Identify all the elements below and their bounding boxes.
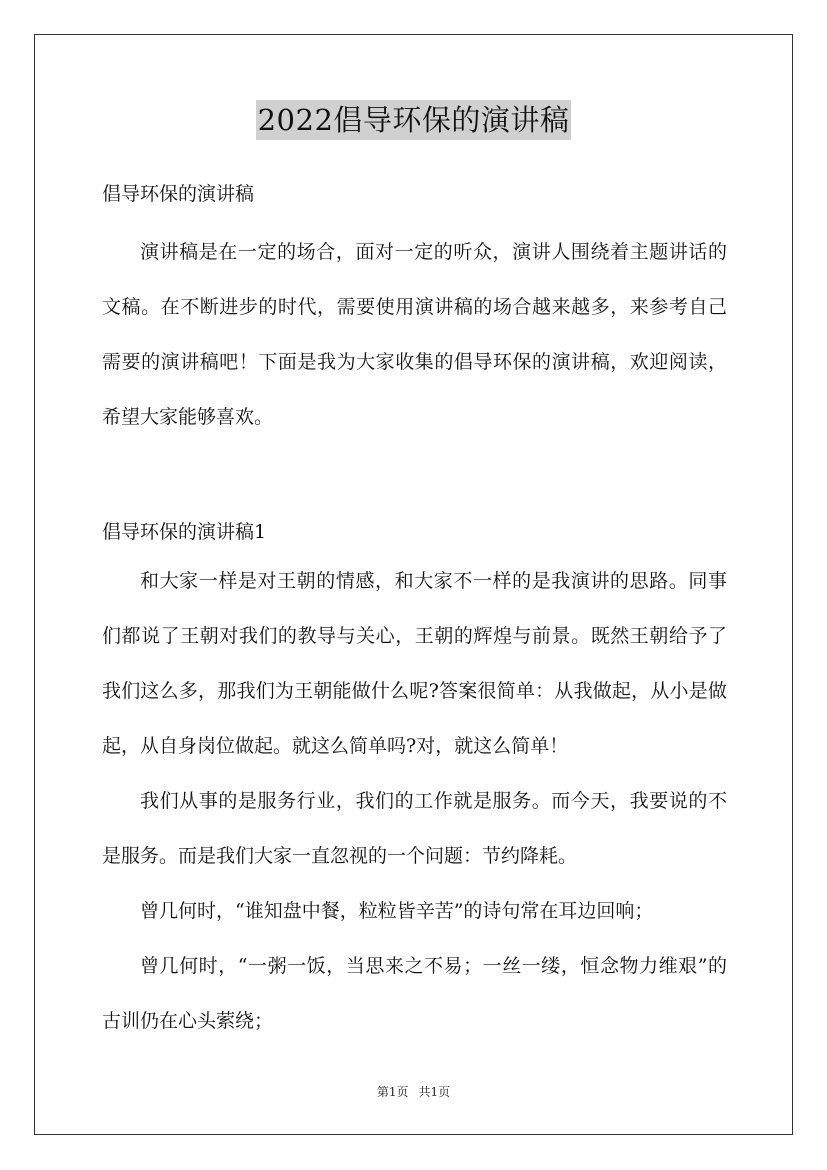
page-total: 共1页 [418, 1085, 451, 1099]
intro-paragraph: 演讲稿是在一定的场合，面对一定的听众，演讲人围绕着主题讲话的文稿。在不断进步的时代，需要使用演讲稿的场合越来越多，来参考自己需要的演讲稿吧！下面是我为大家收集的倡导环保的演讲稿，欢迎阅读，希望大家能够喜欢。 [102, 241, 727, 428]
section-heading-intro: 倡导环保的演讲稿 [102, 183, 255, 205]
body-paragraph: 我们从事的是服务行业，我们的工作就是服务。而今天，我要说的不是服务。而是我们大家一直忽视的一个问题：节约降耗。 [102, 790, 727, 867]
body-paragraph: 和大家一样是对王朝的情感，和大家不一样的是我演讲的思路。同事们都说了王朝对我们的教导与关心，王朝的辉煌与前景。既然王朝给予了我们这么多，那我们为王朝能做什么呢?答案很简单：从我做起，从小是做起，从自身岗位做起。就这么简单吗?对，就这么简单！ [102, 570, 727, 757]
body-paragraph: 曾几何时，“谁知盘中餐，粒粒皆辛苦”的诗句常在耳边回响； [140, 900, 654, 922]
section-heading-1: 倡导环保的演讲稿1 [102, 521, 267, 543]
title-container [0, 100, 827, 140]
page-footer [0, 1083, 827, 1101]
document-body [102, 172, 727, 1049]
page-number: 第1页 [376, 1085, 409, 1099]
body-paragraph: 曾几何时，“一粥一饭，当思来之不易；一丝一缕，恒念物力维艰”的古训仍在心头萦绕； [102, 955, 727, 1032]
document-title: 2022倡导环保的演讲稿 [256, 100, 572, 140]
